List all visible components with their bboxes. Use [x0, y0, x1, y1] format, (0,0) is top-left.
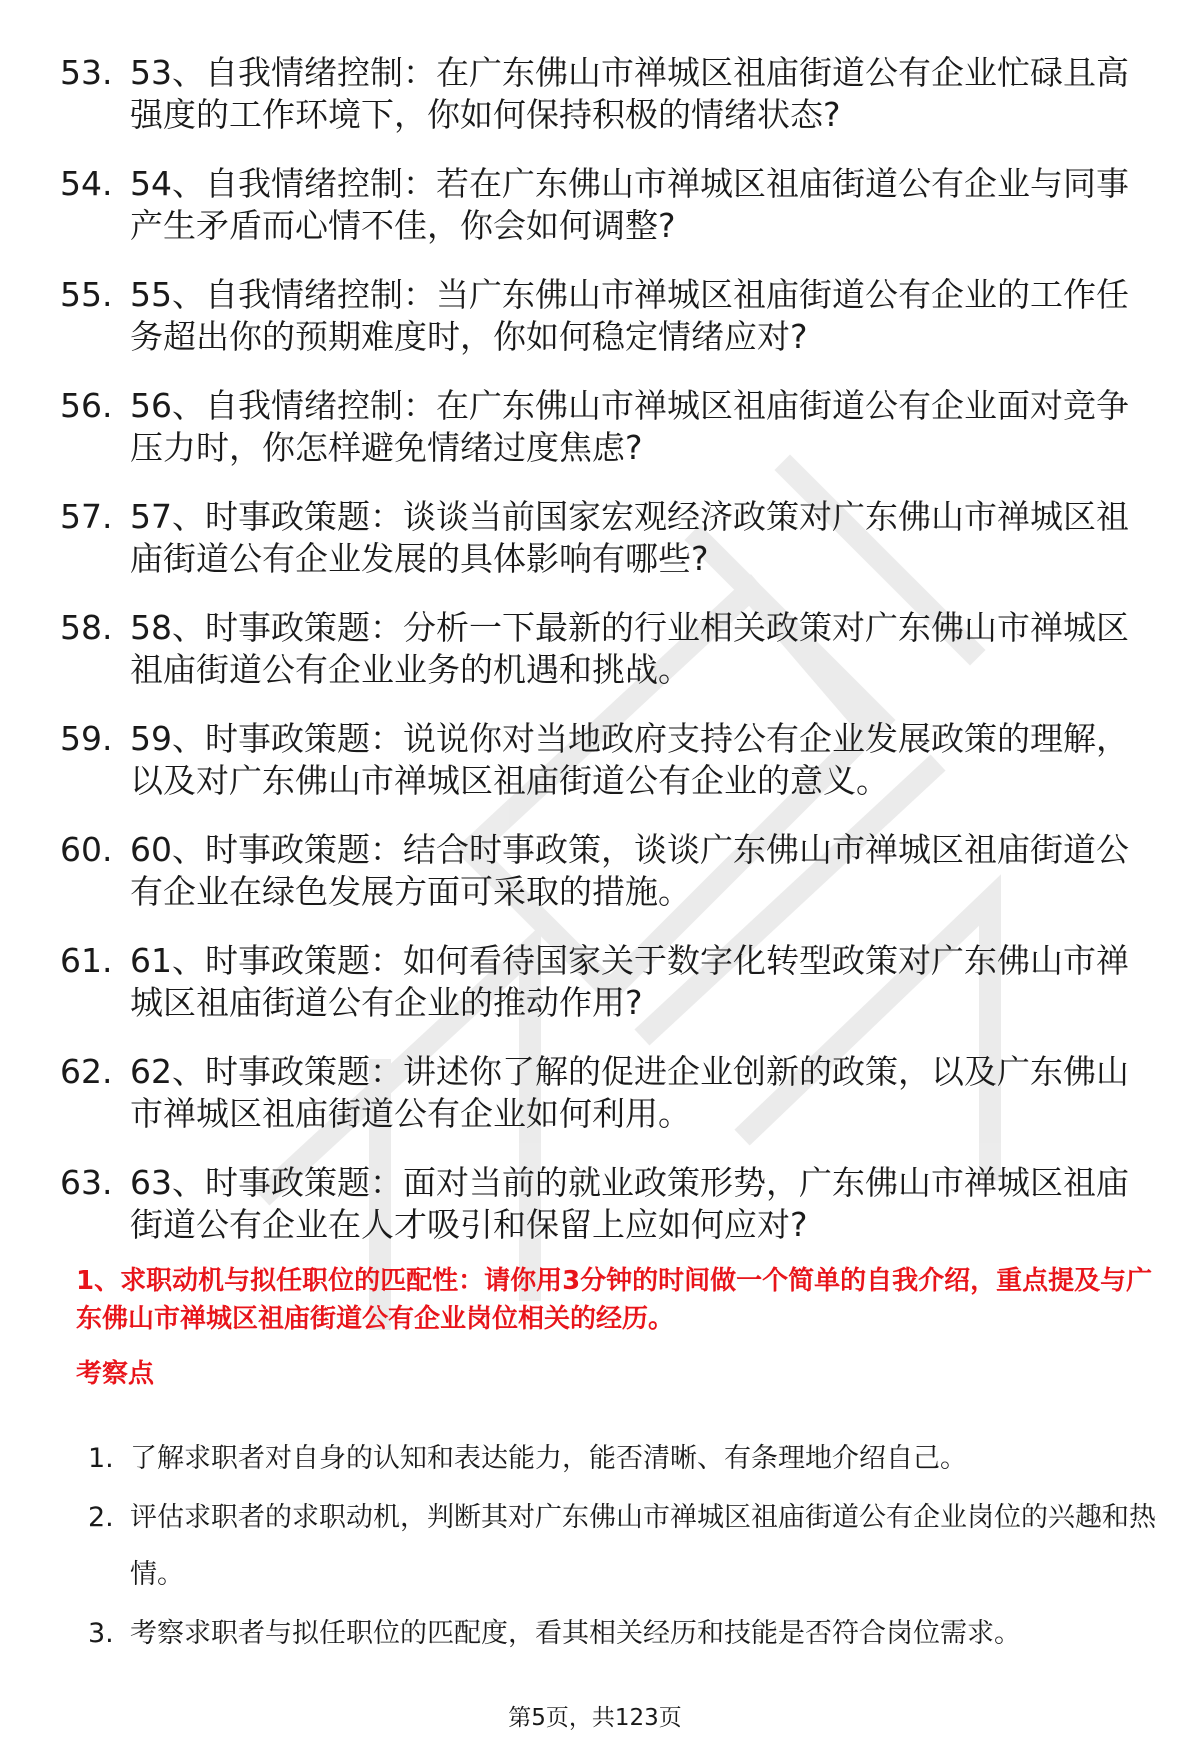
list-item-text: 58、时事政策题：分析一下最新的行业相关政策对广东佛山市禅城区祖庙街道公有企业业务的机遇和挑战。 — [130, 608, 1129, 689]
list-item-number: 63. — [60, 1163, 113, 1202]
list-item — [60, 607, 1150, 691]
page-footer: 第5页，共123页 — [508, 1705, 682, 1731]
list-item-number: 1. — [88, 1443, 114, 1474]
list-item-number: 59. — [60, 719, 113, 758]
list-item — [60, 1162, 1150, 1246]
list-item-number: 62. — [60, 1052, 113, 1091]
list-item-number: 61. — [60, 941, 113, 980]
list-item-text: 55、自我情绪控制：当广东佛山市禅城区祖庙街道公有企业的工作任务超出你的预期难度时，你如何稳定情绪应对? — [130, 275, 1129, 356]
list-item-text: 59、时事政策题：说说你对当地政府支持公有企业发展政策的理解，以及对广东佛山市禅城区祖庙街道公有企业的意义。 — [130, 719, 1129, 800]
highlighted-question: 1、求职动机与拟任职位的匹配性：请你用3分钟的时间做一个简单的自我介绍，重点提及与广东佛山市禅城区祖庙街道公有企业岗位相关的经历。 — [76, 1266, 1153, 1334]
list-item-text: 57、时事政策题：谈谈当前国家宏观经济政策对广东佛山市禅城区祖庙街道公有企业发展的具体影响有哪些? — [130, 497, 1129, 578]
list-item — [60, 1051, 1150, 1135]
list-item-number: 60. — [60, 830, 113, 869]
list-item-text: 56、自我情绪控制：在广东佛山市禅城区祖庙街道公有企业面对竞争压力时，你怎样避免情绪过度焦虑? — [130, 386, 1129, 467]
list-item-number: 58. — [60, 608, 113, 647]
list-item — [88, 1430, 1168, 1487]
list-item — [60, 52, 1150, 136]
list-item-number: 55. — [60, 275, 113, 314]
question-list — [60, 52, 1150, 1273]
list-item — [60, 940, 1150, 1024]
list-item — [60, 385, 1150, 469]
list-item-text: 53、自我情绪控制：在广东佛山市禅城区祖庙街道公有企业忙碌且高强度的工作环境下，你如何保持积极的情绪状态? — [130, 53, 1129, 134]
list-item — [88, 1489, 1168, 1603]
list-item-text: 了解求职者对自身的认知和表达能力，能否清晰、有条理地介绍自己。 — [130, 1443, 967, 1474]
list-item-number: 53. — [60, 53, 113, 92]
list-item-text: 61、时事政策题：如何看待国家关于数字化转型政策对广东佛山市禅城区祖庙街道公有企业的推动作用? — [130, 941, 1129, 1022]
list-item-number: 2. — [88, 1502, 114, 1533]
list-item — [88, 1605, 1168, 1662]
list-item — [60, 274, 1150, 358]
list-item — [60, 718, 1150, 802]
list-item — [60, 163, 1150, 247]
list-item-text: 考察求职者与拟任职位的匹配度，看其相关经历和技能是否符合岗位需求。 — [130, 1618, 1021, 1649]
list-item-text: 60、时事政策题：结合时事政策，谈谈广东佛山市禅城区祖庙街道公有企业在绿色发展方面可采取的措施。 — [130, 830, 1129, 911]
list-item — [60, 496, 1150, 580]
list-item-text: 54、自我情绪控制：若在广东佛山市禅城区祖庙街道公有企业与同事产生矛盾而心情不佳，你会如何调整? — [130, 164, 1129, 245]
list-item-number: 54. — [60, 164, 113, 203]
list-item-text: 63、时事政策题：面对当前的就业政策形势，广东佛山市禅城区祖庙街道公有企业在人才吸引和保留上应如何应对? — [130, 1163, 1129, 1244]
list-item — [60, 829, 1150, 913]
list-item-number: 57. — [60, 497, 113, 536]
list-item-text: 评估求职者的求职动机，判断其对广东佛山市禅城区祖庙街道公有企业岗位的兴趣和热情。 — [130, 1502, 1156, 1590]
list-item-text: 62、时事政策题：讲述你了解的促进企业创新的政策，以及广东佛山市禅城区祖庙街道公有企业如何利用。 — [130, 1052, 1129, 1133]
assessment-points-list — [88, 1430, 1168, 1664]
list-item-number: 3. — [88, 1618, 114, 1649]
list-item-number: 56. — [60, 386, 113, 425]
section-heading: 考察点 — [76, 1359, 155, 1389]
